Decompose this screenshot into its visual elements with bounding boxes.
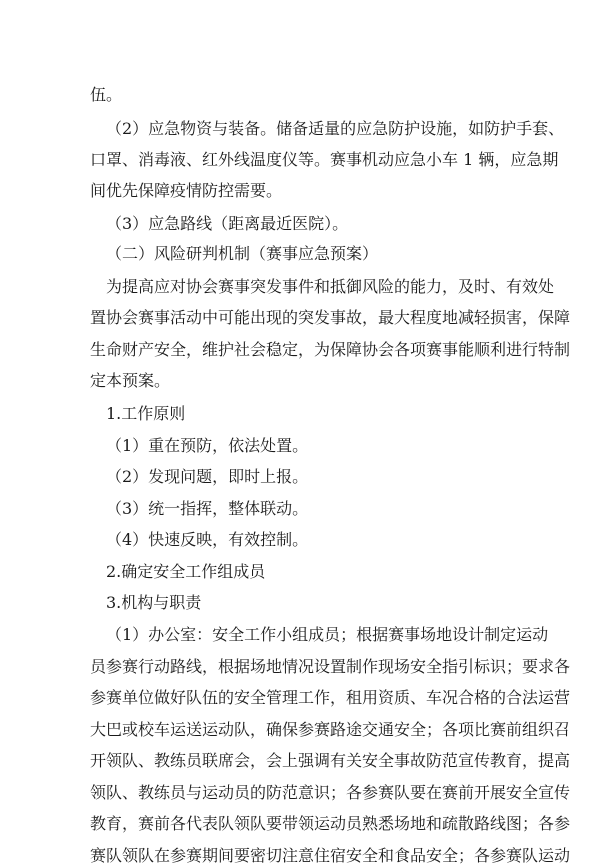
- text-line: （3）统一指挥，整体联动。: [106, 499, 309, 518]
- text-line: （3）应急路线（距离最近医院）。: [106, 214, 349, 233]
- text-line: 伍。: [90, 85, 123, 104]
- text-line: 开领队、教练员联席会，会上强调有关安全事故防范宣传教育，提高: [90, 751, 571, 770]
- section-heading: 2.确定安全工作组成员: [106, 562, 266, 581]
- text-line: 为提高应对协会赛事突发事件和抵御风险的能力，及时、有效处: [106, 277, 555, 296]
- text-line: （2）发现问题，即时上报。: [106, 467, 309, 486]
- text-line: 教育，赛前各代表队领队要带领运动员熟悉场地和疏散路线图；各参: [90, 814, 571, 833]
- text-line: （1）重在预防，依法处置。: [106, 436, 309, 455]
- text-line: 大巴或校车运送运动队，确保参赛路途交通安全；各项比赛前组织召: [90, 720, 571, 739]
- section-heading: 3.机构与职责: [106, 593, 202, 612]
- text-line: 赛队领队在参赛期间要密切注意住宿安全和食品安全；各参赛队运动: [90, 846, 571, 865]
- section-heading: （二）风险研判机制（赛事应急预案）: [106, 244, 379, 263]
- text-line: （1）办公室：安全工作小组成员；根据赛事场地设计制定运动: [106, 625, 549, 644]
- text-line: 参赛单位做好队伍的安全管理工作，租用资质、车况合格的合法运营: [90, 688, 571, 707]
- text-line: 定本预案。: [90, 371, 171, 390]
- text-line: 置协会赛事活动中可能出现的突发事故，最大程度地减轻损害，保障: [90, 308, 571, 327]
- section-heading: 1.工作原则: [106, 404, 186, 423]
- text-line: （4）快速反映，有效控制。: [106, 530, 309, 549]
- text-line: （2）应急物资与装备。储备适量的应急防护设施，如防护手套、: [106, 119, 565, 138]
- text-line: 员参赛行动路线，根据场地情况设置制作现场安全指引标识；要求各: [90, 657, 571, 676]
- text-line: 口罩、消毒液、红外线温度仪等。赛事机动应急小车 1 辆，应急期: [90, 150, 559, 169]
- text-line: 间优先保障疫情防控需要。: [90, 181, 283, 200]
- text-line: 生命财产安全，维护社会稳定，为保障协会各项赛事能顺利进行特制: [90, 340, 571, 359]
- text-line: 领队、教练员与运动员的防范意识；各参赛队要在赛前开展安全宣传: [90, 783, 571, 802]
